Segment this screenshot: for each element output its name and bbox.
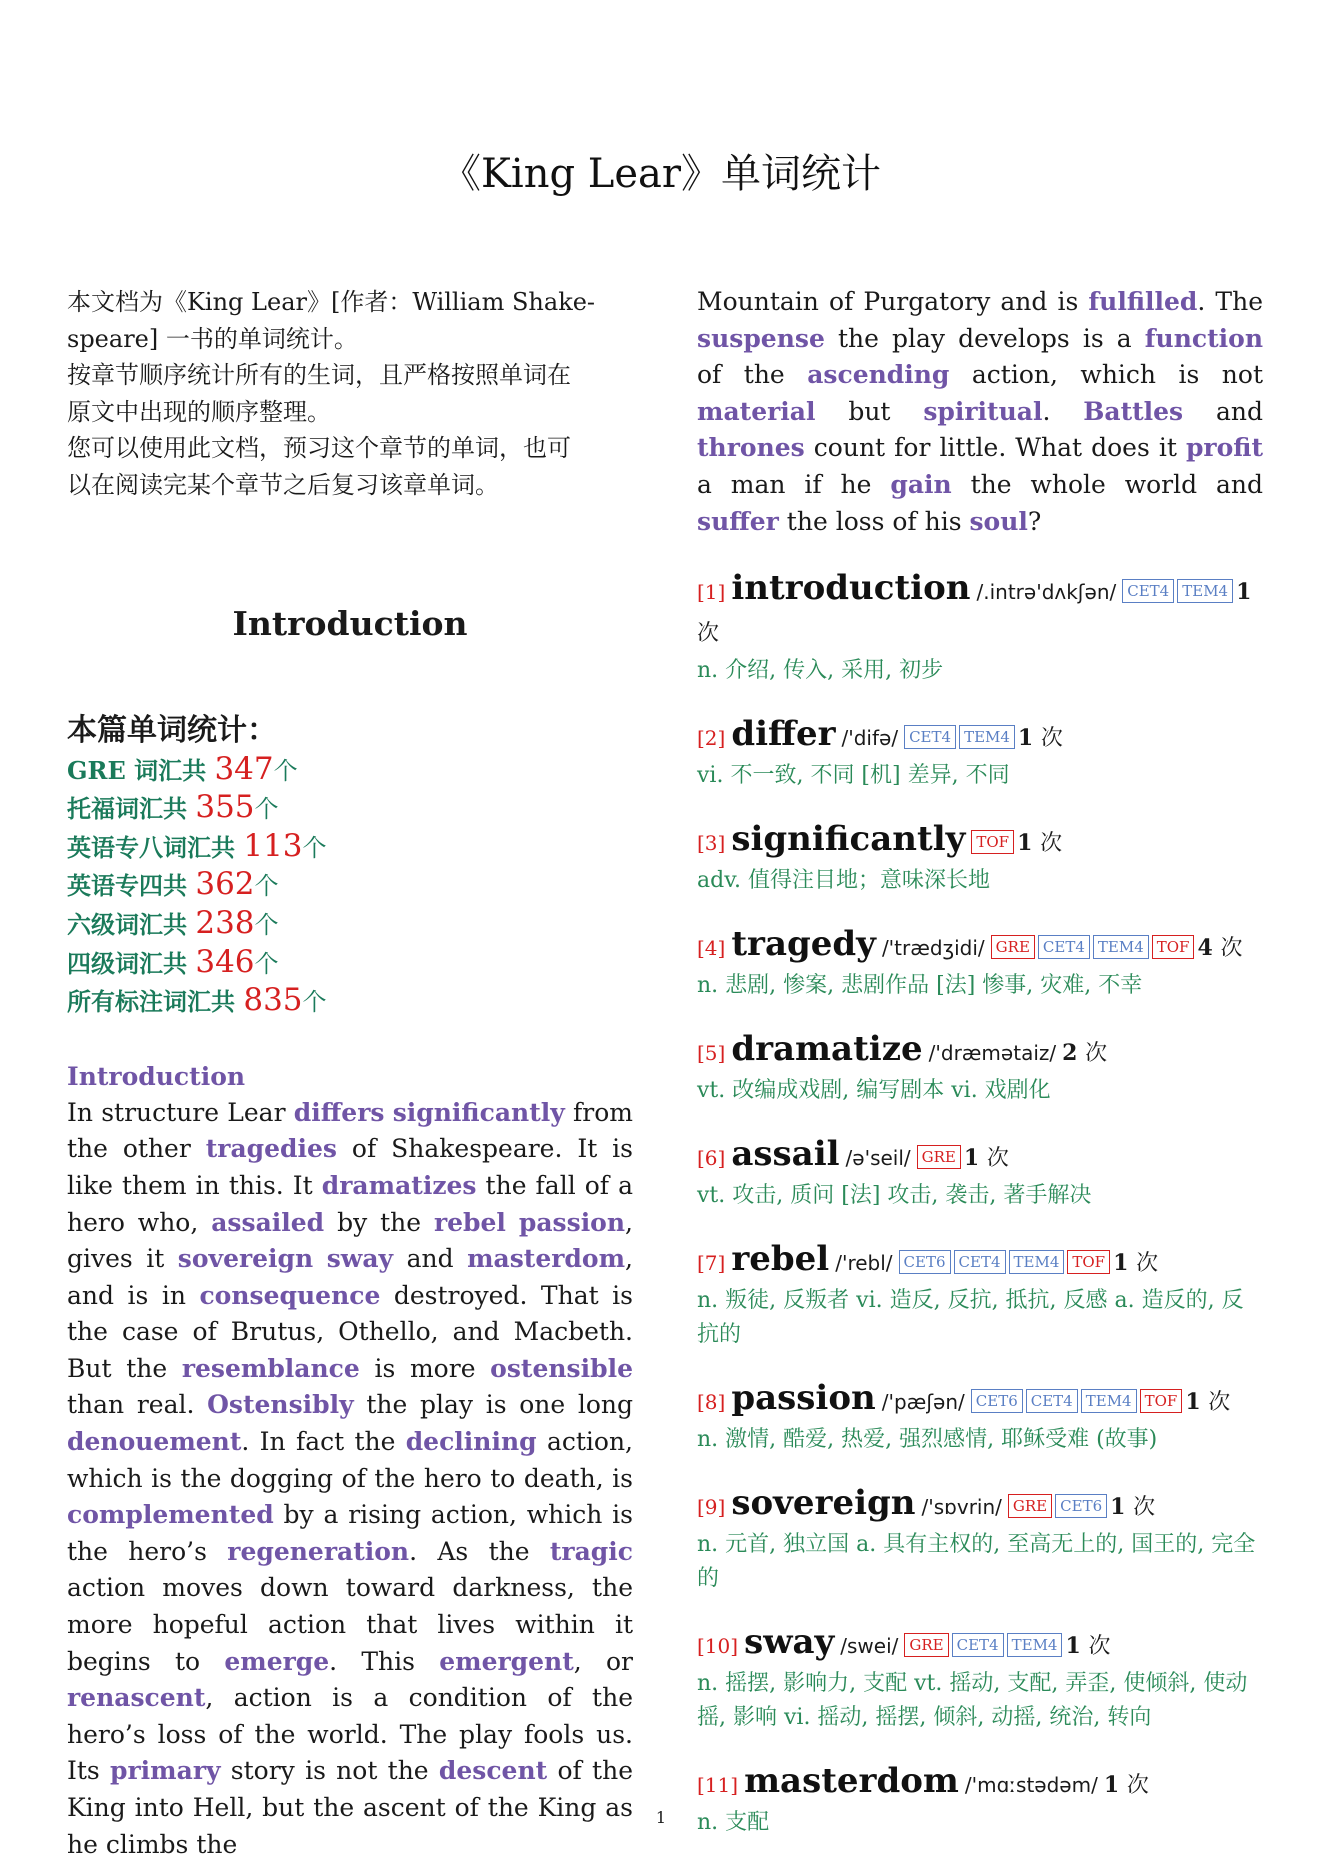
passage-fragment: . This bbox=[329, 1646, 440, 1676]
passage-fragment: . As the bbox=[409, 1536, 550, 1566]
count-number: 1 bbox=[1017, 830, 1033, 857]
intro-line: 本文档为《King Lear》[作者：William Shake- bbox=[67, 288, 596, 316]
passage-fragment: action, which is not bbox=[949, 360, 1263, 390]
word-entry bbox=[697, 568, 1263, 688]
highlighted-word: ostensible bbox=[490, 1353, 633, 1383]
entry-definition: n. 激情, 酷爱, 热爱, 强烈感情, 耶稣受难 (故事) bbox=[697, 1427, 1158, 1453]
entry-word: differ bbox=[731, 714, 836, 755]
passage-fragment: and bbox=[393, 1244, 468, 1274]
stat-unit: 个 bbox=[254, 949, 279, 978]
stat-row bbox=[67, 866, 633, 905]
left-column bbox=[67, 284, 633, 1863]
passage-fragment: the play develops is a bbox=[824, 323, 1145, 353]
level-tag: TOF bbox=[971, 830, 1014, 854]
entry-phonetic: /'dræmətaiz/ bbox=[928, 1041, 1057, 1066]
highlighted-word: resemblance bbox=[181, 1353, 360, 1383]
entry-definition: n. 摇摆, 影响力, 支配 vt. 摇动, 支配, 弄歪, 使倾斜, 使动摇, 影响 vi. 摇动, 摇摆, 倾斜, 动摇, 统治, 转向 bbox=[697, 1671, 1248, 1731]
intro-line: 原文中出现的顺序整理。 bbox=[67, 397, 331, 426]
level-tag: CET4 bbox=[954, 1250, 1006, 1274]
entry-phonetic: /'sɒvrin/ bbox=[921, 1495, 1002, 1520]
entry-phonetic: /.intrə'dʌkʃən/ bbox=[976, 580, 1117, 605]
highlighted-word: tragedies bbox=[205, 1134, 337, 1164]
entry-word: rebel bbox=[731, 1239, 830, 1280]
passage-fragment: destroyed. That is the case of Brutus, Othello, and Macbeth. But the bbox=[67, 1280, 633, 1383]
passage-fragment: , and is in bbox=[67, 1244, 633, 1310]
passage-fragment: the fall of a hero who, bbox=[67, 1170, 633, 1237]
entry-word: sovereign bbox=[731, 1483, 916, 1524]
stat-unit: 个 bbox=[254, 872, 279, 901]
stat-count: 113 bbox=[243, 827, 303, 864]
count-unit: 次 bbox=[1136, 1251, 1159, 1277]
count-unit: 次 bbox=[1133, 1495, 1156, 1521]
passage-fragment: , or bbox=[573, 1646, 633, 1676]
entry-header bbox=[697, 1239, 1263, 1284]
entry-phonetic: /'rebl/ bbox=[835, 1251, 893, 1276]
highlighted-word: differs bbox=[293, 1097, 385, 1127]
passage-fragment: of Shakespeare. It is like them in this. It bbox=[67, 1134, 633, 1200]
highlighted-word: profit bbox=[1185, 433, 1263, 463]
intro-line: 按章节顺序统计所有的生词，且严格按照单词在 bbox=[67, 361, 571, 390]
level-tag: TOF bbox=[1152, 935, 1195, 959]
passage-text bbox=[67, 1095, 633, 1863]
highlighted-word: suspense bbox=[697, 323, 825, 353]
occurrence-count bbox=[1017, 830, 1062, 856]
entry-index: [6] bbox=[697, 1146, 726, 1171]
count-number: 4 bbox=[1197, 935, 1213, 962]
stat-unit: 个 bbox=[273, 756, 298, 785]
passage-fragment: but bbox=[815, 396, 924, 426]
occurrence-count bbox=[1018, 725, 1063, 751]
entry-header bbox=[697, 1483, 1263, 1528]
passage-fragment: story is not the bbox=[220, 1756, 439, 1786]
passage-fragment bbox=[506, 1208, 519, 1237]
passage-fragment bbox=[384, 1098, 392, 1127]
occurrence-count bbox=[1104, 1772, 1149, 1798]
level-tag: CET6 bbox=[1055, 1494, 1107, 1518]
level-tag: CET4 bbox=[1038, 935, 1090, 959]
stat-unit: 个 bbox=[302, 988, 327, 1017]
stats-list bbox=[67, 751, 633, 1021]
entry-definition: n. 叛徒, 反叛者 vi. 造反, 反抗, 抵抗, 反感 a. 造反的, 反抗的 bbox=[697, 1288, 1244, 1348]
entry-header bbox=[697, 1622, 1263, 1667]
count-number: 1 bbox=[1103, 1772, 1120, 1799]
level-tag: CET6 bbox=[971, 1389, 1023, 1413]
highlighted-word: Ostensibly bbox=[207, 1390, 354, 1420]
passage-fragment: action, which is the dogging of the hero to death, is bbox=[67, 1427, 633, 1493]
stat-row bbox=[67, 828, 633, 867]
entry-index: [4] bbox=[697, 936, 726, 961]
entry-word: introduction bbox=[731, 568, 971, 609]
level-tag: GRE bbox=[904, 1633, 948, 1657]
entry-index: [3] bbox=[697, 831, 726, 856]
entry-definition: adv. 值得注目地；意味深长地 bbox=[697, 868, 991, 894]
highlighted-word: fulfilled bbox=[1088, 287, 1198, 316]
occurrence-count bbox=[1062, 1040, 1107, 1066]
occurrence-count bbox=[1110, 1494, 1155, 1520]
entry-header bbox=[697, 1029, 1263, 1074]
entry-word: masterdom bbox=[744, 1761, 959, 1802]
word-entry bbox=[697, 819, 1263, 898]
highlighted-word: complemented bbox=[67, 1500, 274, 1530]
stat-count: 238 bbox=[195, 904, 255, 941]
entry-header bbox=[697, 924, 1263, 969]
level-tag: TEM4 bbox=[959, 725, 1015, 749]
entry-index: [5] bbox=[697, 1041, 726, 1066]
entry-phonetic: /'mɑːstədəm/ bbox=[964, 1773, 1098, 1798]
count-number: 1 bbox=[1185, 1389, 1201, 1416]
passage-fragment: . The bbox=[1197, 287, 1263, 316]
entry-phonetic: /'trædʒidi/ bbox=[881, 936, 985, 961]
passage-fragment: , gives it bbox=[67, 1207, 633, 1274]
page-number: 1 bbox=[655, 1808, 667, 1827]
entry-index: [11] bbox=[697, 1773, 739, 1798]
entry-definition: n. 悲剧, 惨案, 悲剧作品 [法] 惨事, 灾难, 不幸 bbox=[697, 973, 1143, 999]
highlighted-word: renascent bbox=[67, 1683, 206, 1713]
entry-phonetic: /'difə/ bbox=[841, 726, 899, 751]
passage-fragment: by the bbox=[324, 1207, 434, 1237]
entry-word: tragedy bbox=[731, 924, 876, 965]
word-entry bbox=[697, 1761, 1263, 1840]
word-entry bbox=[697, 924, 1263, 1003]
stat-count: 346 bbox=[195, 943, 255, 980]
entry-index: [2] bbox=[697, 726, 726, 751]
passage-fragment: of the King into Hell, but the ascent of the King as he climbs the bbox=[67, 1756, 633, 1859]
entry-header bbox=[697, 714, 1263, 759]
highlighted-word: suffer bbox=[697, 506, 779, 536]
entry-definition: vt. 改编成戏剧, 编写剧本 vi. 戏剧化 bbox=[697, 1078, 1051, 1104]
highlighted-word: emerge bbox=[224, 1646, 330, 1676]
level-tag: GRE bbox=[991, 935, 1035, 959]
stat-label: 托福词汇共 bbox=[67, 794, 196, 824]
word-entry bbox=[697, 1134, 1263, 1213]
level-tag: TOF bbox=[1067, 1250, 1110, 1274]
passage-fragment: of the bbox=[697, 360, 808, 390]
stat-row bbox=[67, 905, 633, 944]
entry-word: dramatize bbox=[731, 1029, 923, 1070]
stats-heading: 本篇单词统计： bbox=[67, 712, 277, 748]
word-entries bbox=[697, 568, 1263, 1840]
stat-row bbox=[67, 751, 633, 790]
intro-line: 您可以使用此文档，预习这个章节的单词，也可 bbox=[67, 434, 571, 463]
highlighted-word: function bbox=[1144, 323, 1263, 353]
highlighted-word: significantly bbox=[392, 1097, 565, 1127]
passage-fragment: ? bbox=[1027, 506, 1042, 536]
count-unit: 次 bbox=[1040, 831, 1063, 857]
count-number: 1 bbox=[1110, 1494, 1126, 1521]
entry-header bbox=[697, 568, 1263, 654]
stat-label: 四级词汇共 bbox=[67, 948, 196, 978]
highlighted-word: spiritual bbox=[923, 396, 1043, 426]
passage-fragment: In structure Lear bbox=[67, 1097, 294, 1127]
stat-count: 362 bbox=[195, 866, 255, 903]
count-unit: 次 bbox=[1126, 1773, 1149, 1799]
highlighted-word: regeneration bbox=[227, 1536, 410, 1566]
count-number: 1 bbox=[1017, 725, 1034, 752]
level-tag: CET4 bbox=[952, 1633, 1004, 1657]
highlighted-word: thrones bbox=[697, 433, 805, 463]
occurrence-count bbox=[1113, 1250, 1158, 1276]
passage-fragment: by a rising action, which is the hero’s bbox=[67, 1500, 633, 1566]
document-title: 《King Lear》单词统计 bbox=[441, 151, 881, 197]
passage-fragment: . bbox=[1042, 396, 1084, 426]
entry-header bbox=[697, 1134, 1263, 1179]
entry-index: [10] bbox=[697, 1634, 739, 1659]
entry-phonetic: /'pæʃən/ bbox=[881, 1390, 965, 1415]
highlighted-word: declining bbox=[405, 1427, 537, 1457]
highlighted-word: dramatizes bbox=[321, 1170, 477, 1200]
count-unit: 次 bbox=[697, 621, 720, 647]
entry-phonetic: /ə'seil/ bbox=[845, 1146, 911, 1171]
count-number: 1 bbox=[1236, 579, 1252, 606]
count-unit: 次 bbox=[1088, 1634, 1111, 1660]
stat-unit: 个 bbox=[254, 910, 279, 939]
stat-unit: 个 bbox=[302, 833, 327, 862]
passage-fragment: , action is a condition of the hero’s loss of the world. The play fools us. Its bbox=[67, 1683, 633, 1786]
count-number: 1 bbox=[963, 1145, 980, 1172]
word-entry bbox=[697, 714, 1263, 793]
stat-row bbox=[67, 789, 633, 828]
passage-fragment: . In fact the bbox=[241, 1427, 406, 1457]
passage-fragment: and bbox=[1183, 396, 1263, 426]
stat-row bbox=[67, 982, 633, 1021]
entry-index: [9] bbox=[697, 1495, 726, 1520]
passage-fragment: count for little. What does it bbox=[804, 433, 1186, 463]
highlighted-word: passion bbox=[518, 1207, 626, 1237]
stat-label: 六级词汇共 bbox=[67, 909, 196, 939]
passage-fragment: is more bbox=[359, 1353, 491, 1383]
highlighted-word: assailed bbox=[211, 1207, 325, 1237]
vocab-stats bbox=[67, 711, 633, 1021]
count-unit: 次 bbox=[1085, 1041, 1108, 1067]
passage-fragment: the whole world and bbox=[951, 469, 1263, 499]
stat-row bbox=[67, 944, 633, 983]
entry-index: [8] bbox=[697, 1390, 726, 1415]
level-tag: TOF bbox=[1140, 1389, 1183, 1413]
count-unit: 次 bbox=[1220, 936, 1243, 962]
passage-fragment: action moves down toward darkness, the more hopeful action that lives within it begins to bbox=[67, 1573, 633, 1676]
stat-count: 355 bbox=[195, 789, 255, 826]
highlighted-word: emergent bbox=[439, 1646, 574, 1676]
intro-line: 以在阅读完某个章节之后复习该章单词。 bbox=[67, 470, 499, 499]
count-number: 1 bbox=[1113, 1250, 1129, 1277]
highlighted-word: denouement bbox=[67, 1427, 242, 1457]
passage-fragment: the play is one long bbox=[353, 1390, 633, 1420]
stat-label: 英语专八词汇共 bbox=[67, 832, 244, 862]
passage-fragment: than real. bbox=[67, 1390, 208, 1420]
entry-definition: vi. 不一致, 不同 [机] 差异, 不同 bbox=[697, 763, 1010, 789]
passage-fragment: Mountain of Purgatory and is bbox=[697, 287, 1089, 316]
highlighted-word: descent bbox=[438, 1756, 548, 1786]
passage-label: Introduction bbox=[67, 1061, 246, 1091]
word-entry bbox=[697, 1483, 1263, 1596]
occurrence-count bbox=[1065, 1633, 1110, 1659]
entry-definition: n. 介绍, 传入, 采用, 初步 bbox=[697, 658, 944, 684]
entry-definition: n. 元首, 独立国 a. 具有主权的, 至高无上的, 国王的, 完全的 bbox=[697, 1532, 1256, 1592]
level-tag: GRE bbox=[917, 1145, 961, 1169]
passage-fragment: the loss of his bbox=[778, 506, 970, 536]
level-tag: TEM4 bbox=[1007, 1633, 1063, 1657]
highlighted-word: material bbox=[697, 396, 816, 426]
stat-label: 英语专四共 bbox=[67, 871, 196, 901]
passage-text-continued bbox=[697, 284, 1263, 540]
highlighted-word: sway bbox=[326, 1244, 394, 1274]
entry-index: [7] bbox=[697, 1251, 726, 1276]
level-tag: CET6 bbox=[899, 1250, 951, 1274]
highlighted-word: Battles bbox=[1083, 396, 1184, 426]
passage-fragment bbox=[313, 1244, 327, 1273]
word-entry bbox=[697, 1029, 1263, 1108]
level-tag: TEM4 bbox=[1093, 935, 1149, 959]
passage-fragment: a man if he bbox=[697, 469, 891, 499]
entry-word: assail bbox=[731, 1134, 840, 1175]
stat-label: GRE 词汇共 bbox=[67, 755, 215, 785]
highlighted-word: consequence bbox=[199, 1280, 381, 1310]
highlighted-word: masterdom bbox=[467, 1244, 626, 1274]
highlighted-word: gain bbox=[890, 469, 952, 499]
entry-header bbox=[697, 1761, 1263, 1806]
entry-word: passion bbox=[731, 1378, 876, 1419]
word-entry bbox=[697, 1622, 1263, 1735]
level-tag: TEM4 bbox=[1081, 1389, 1137, 1413]
stat-count: 347 bbox=[214, 750, 274, 787]
count-unit: 次 bbox=[1208, 1390, 1231, 1416]
right-column bbox=[697, 284, 1263, 1840]
stat-count: 835 bbox=[243, 982, 303, 1019]
count-unit: 次 bbox=[986, 1146, 1009, 1172]
highlighted-word: rebel bbox=[433, 1207, 506, 1237]
highlighted-word: ascending bbox=[807, 360, 950, 390]
occurrence-count bbox=[964, 1145, 1009, 1171]
entry-definition: n. 支配 bbox=[697, 1810, 770, 1836]
entry-header bbox=[697, 1378, 1263, 1423]
stat-unit: 个 bbox=[254, 795, 279, 824]
level-tag: TEM4 bbox=[1009, 1250, 1065, 1274]
entry-phonetic: /swei/ bbox=[840, 1634, 899, 1659]
entry-index: [1] bbox=[697, 580, 726, 605]
entry-header bbox=[697, 819, 1263, 864]
occurrence-count bbox=[1197, 935, 1242, 961]
highlighted-word: tragic bbox=[549, 1536, 633, 1566]
level-tag: CET4 bbox=[1122, 579, 1174, 603]
intro-line: speare] 一书的单词统计。 bbox=[67, 324, 358, 353]
count-unit: 次 bbox=[1040, 726, 1063, 752]
entry-word: sway bbox=[744, 1622, 835, 1663]
level-tag: CET4 bbox=[1026, 1389, 1078, 1413]
entry-word: significantly bbox=[731, 819, 966, 860]
section-heading: Introduction bbox=[232, 603, 468, 643]
level-tag: TEM4 bbox=[1177, 579, 1233, 603]
passage-fragment: from the other bbox=[67, 1097, 633, 1164]
count-number: 1 bbox=[1065, 1633, 1081, 1660]
stat-label: 所有标注词汇共 bbox=[67, 987, 244, 1017]
word-entry bbox=[697, 1378, 1263, 1457]
occurrence-count bbox=[1185, 1389, 1230, 1415]
count-number: 2 bbox=[1062, 1040, 1078, 1067]
intro-text bbox=[67, 284, 633, 504]
highlighted-word: primary bbox=[110, 1756, 221, 1786]
highlighted-word: soul bbox=[969, 506, 1028, 536]
word-entry bbox=[697, 1239, 1263, 1352]
level-tag: CET4 bbox=[904, 725, 956, 749]
entry-definition: vt. 攻击, 质问 [法] 攻击, 袭击, 著手解决 bbox=[697, 1183, 1092, 1209]
highlighted-word: sovereign bbox=[177, 1244, 314, 1274]
level-tag: GRE bbox=[1008, 1494, 1052, 1518]
